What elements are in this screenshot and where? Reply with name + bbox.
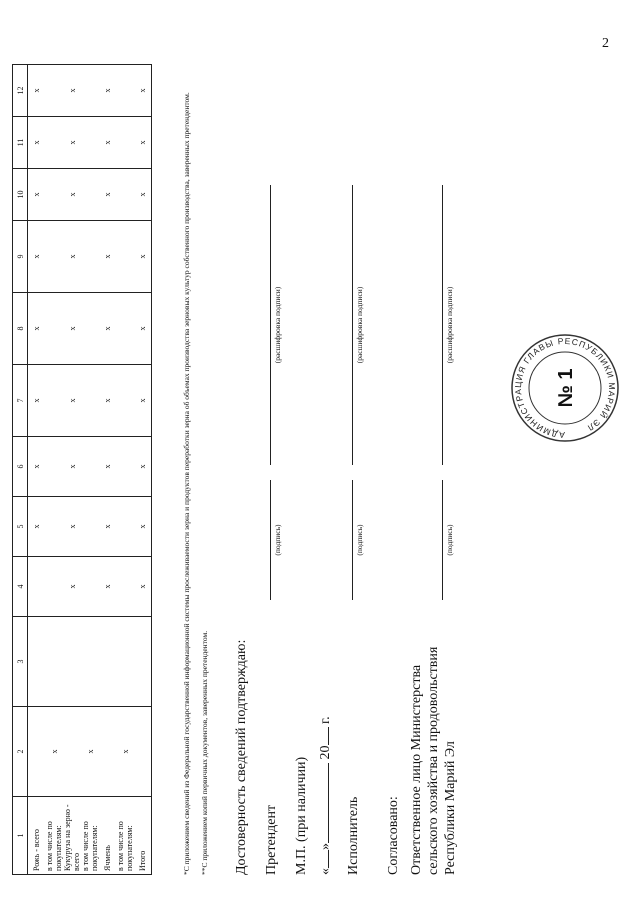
table-cell [116, 65, 134, 117]
table-cell: x [134, 169, 152, 221]
executor-decode-line [352, 185, 353, 465]
table-cell [116, 437, 134, 497]
table-cell: x [63, 437, 81, 497]
table-cell: x [63, 221, 81, 293]
table-cell: x [45, 707, 63, 797]
table-cell: x [134, 117, 152, 169]
table-cell: x [99, 497, 116, 557]
table-cell: x [28, 117, 46, 169]
table-cell: x [134, 437, 152, 497]
official-block [408, 647, 459, 875]
official-line-2: сельского хозяйства и продовольствия [426, 646, 441, 875]
table-cell: x [63, 65, 81, 117]
table-cell [81, 169, 99, 221]
header-cell: 8 [13, 293, 28, 365]
table-cell [45, 169, 63, 221]
table-cell: x [134, 557, 152, 617]
table-cell [81, 437, 99, 497]
applicant-decode-line [270, 185, 271, 465]
table-cell: x [99, 365, 116, 437]
row-label: в том числе по покупателям: [81, 797, 99, 875]
table-cell [81, 221, 99, 293]
table-cell [45, 497, 63, 557]
applicant-decode-caption: (расшифровка подписи) [273, 286, 282, 364]
row-label: Итого [134, 797, 152, 875]
header-cell: 2 [13, 707, 28, 797]
table-cell [45, 617, 63, 707]
page-number: 2 [602, 36, 609, 51]
table-row [63, 65, 81, 875]
table-cell: x [28, 293, 46, 365]
table-cell [116, 365, 134, 437]
official-line-3: Республики Марий Эл [443, 741, 458, 875]
table-cell [45, 65, 63, 117]
table-row [99, 65, 116, 875]
stamp-ring-text: АДМИНИСТРАЦИЯ ГЛАВЫ РЕСПУБЛИКИ МАРИЙ ЭЛ [512, 335, 618, 441]
header-cell: 4 [13, 557, 28, 617]
table-cell: x [63, 557, 81, 617]
table-row [28, 65, 46, 875]
table-cell [45, 117, 63, 169]
table-cell [116, 557, 134, 617]
table-cell [81, 117, 99, 169]
grain-table [12, 64, 152, 875]
header-cell: 7 [13, 365, 28, 437]
table-row [134, 65, 152, 875]
table-row [81, 65, 99, 875]
table-cell: x [28, 221, 46, 293]
table-cell: x [99, 293, 116, 365]
table-cell [45, 437, 63, 497]
table-cell [134, 617, 152, 707]
table-cell [116, 169, 134, 221]
footnote-2: **С приложением копий первичных документов, заверенных претендентом. [200, 630, 209, 875]
confirm-heading: Достоверность сведений подтверждаю: [234, 639, 249, 875]
row-label: Ячмень [99, 797, 116, 875]
executor-label: Исполнитель [346, 796, 361, 875]
executor-decode-caption: (расшифровка подписи) [355, 286, 364, 364]
header-cell: 6 [13, 437, 28, 497]
official-sign-line [442, 480, 443, 600]
table-cell [81, 497, 99, 557]
date-close-quote: » [318, 843, 333, 850]
header-cell: 11 [13, 117, 28, 169]
row-label: Рожь - всего [28, 797, 46, 875]
header-cell: 9 [13, 221, 28, 293]
table-cell [116, 221, 134, 293]
table-cell [45, 557, 63, 617]
date-open-quote: « [318, 868, 333, 875]
seal-label: М.П. (при наличии) [294, 756, 309, 875]
official-sign-caption: (подпись) [445, 524, 454, 556]
table-cell: x [28, 365, 46, 437]
table-cell: x [116, 707, 134, 797]
table-cell: x [134, 293, 152, 365]
table-cell [81, 557, 99, 617]
table-cell: x [99, 437, 116, 497]
table-row [45, 65, 63, 875]
header-cell: 10 [13, 169, 28, 221]
applicant-label: Претендент [264, 804, 279, 875]
table-cell [116, 293, 134, 365]
table-cell: x [63, 497, 81, 557]
table-cell [45, 293, 63, 365]
table-cell [134, 707, 152, 797]
table-cell: x [81, 707, 99, 797]
executor-sign-caption: (подпись) [355, 524, 364, 556]
table-cell [63, 707, 81, 797]
header-cell: 12 [13, 65, 28, 117]
table-cell: x [63, 365, 81, 437]
table-cell: x [28, 65, 46, 117]
row-label: в том числе по покупателям: [45, 797, 63, 875]
footnote-1: *С приложением сведений из Федеральной государственной информационной системы прослеживаемости зерна и продуктов переработки зерна об объемах производства зерновых культур собственного производства, заверенных претендентом. [182, 92, 191, 875]
table-cell: x [134, 221, 152, 293]
table-cell: x [28, 437, 46, 497]
table-cell: x [28, 169, 46, 221]
table-cell [28, 557, 46, 617]
official-decode-line [442, 185, 443, 465]
official-decode-caption: (расшифровка подписи) [445, 286, 454, 364]
date-year: 20 [318, 745, 333, 760]
table-cell: x [99, 557, 116, 617]
official-stamp [510, 333, 620, 443]
table-cell [116, 617, 134, 707]
table-cell [63, 617, 81, 707]
table-row [116, 65, 134, 875]
table-cell: x [99, 65, 116, 117]
table-cell [116, 117, 134, 169]
table-cell [45, 365, 63, 437]
table-cell: x [63, 117, 81, 169]
applicant-sign-line [270, 480, 271, 600]
date-g: г. [318, 716, 333, 724]
table-cell [99, 707, 116, 797]
table-cell: x [63, 169, 81, 221]
table-cell: x [63, 293, 81, 365]
table-cell [28, 707, 46, 797]
table-cell [81, 293, 99, 365]
agreed-label: Согласовано: [386, 796, 401, 875]
table-cell [81, 365, 99, 437]
applicant-sign-caption: (подпись) [273, 524, 282, 556]
date-line [318, 716, 334, 875]
table-cell: x [134, 65, 152, 117]
header-cell: 5 [13, 497, 28, 557]
table-cell: x [99, 221, 116, 293]
row-label: в том числе по покупателям: [116, 797, 134, 875]
table-cell: x [99, 169, 116, 221]
table-cell: x [134, 497, 152, 557]
header-cell: 1 [13, 797, 28, 875]
table-cell: x [99, 117, 116, 169]
header-cell: 3 [13, 617, 28, 707]
table-cell [81, 65, 99, 117]
executor-sign-line [352, 480, 353, 600]
table-cell [116, 497, 134, 557]
row-label: Кукуруза на зерно - всего [63, 797, 81, 875]
stamp-number: № 1 [555, 368, 577, 408]
table-cell: x [28, 497, 46, 557]
table-cell [28, 617, 46, 707]
table-cell [45, 221, 63, 293]
table-cell: x [134, 365, 152, 437]
table-cell [99, 617, 116, 707]
official-line-1: Ответственное лицо Министерства [409, 664, 424, 875]
table-cell [81, 617, 99, 707]
